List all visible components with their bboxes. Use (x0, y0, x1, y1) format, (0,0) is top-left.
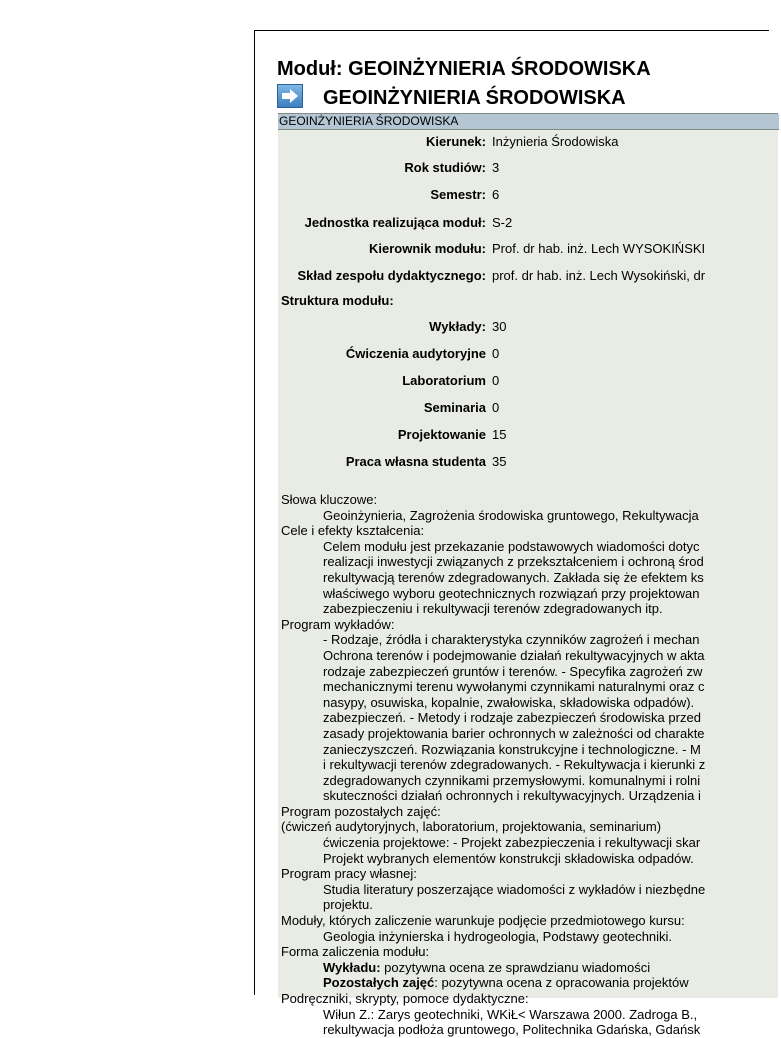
info-label: Kierownik modułu: (369, 241, 486, 256)
desc-line: Projekt wybranych elementów konstrukcji składowiska odpadów. (323, 850, 694, 866)
desc-line: rekultywacją terenów zdegradowanych. Zakłada się że efektem ks (323, 569, 704, 585)
desc-heading: Program pracy własnej: (281, 866, 417, 882)
info-label: Rok studiów: (404, 160, 486, 175)
structure-value: 0 (492, 346, 500, 361)
desc-line: zasady projektowania barier ochronnych w zależności od charakte (323, 725, 705, 741)
structure-label: Ćwiczenia audytoryjne (345, 346, 486, 361)
desc-heading: Słowa kluczowe: (281, 492, 378, 507)
structure-value: 30 (492, 319, 507, 334)
desc-line: ćwiczenia projektowe: - Projekt zabezpieczenia i rekultywacji skar (323, 835, 701, 851)
module-description (281, 492, 781, 1038)
structure-label: Laboratorium (402, 373, 486, 388)
desc-heading: Program pozostałych zajęć: (281, 803, 441, 819)
arrow-right-icon[interactable] (277, 84, 303, 108)
desc-line: Ochrona terenów i podejmowanie działań rekultywacyjnych w akta (323, 647, 705, 663)
desc-line (281, 960, 781, 976)
desc-line: nasypy, osuwiska, kopalnie, zwałowiska, składowiska odpadów). (323, 694, 695, 710)
desc-line: skuteczności działań ochronnych i rekultywacyjnych. Urządzenia i (323, 788, 701, 804)
desc-line: mechanicznymi terenu wywołanymi czynnikami naturalnymi oraz c (323, 679, 705, 695)
desc-line: Geologia inżynierska i hydrogeologia, Podstawy geotechniki. (323, 928, 673, 944)
structure-value: 15 (492, 427, 507, 442)
structure-label: Wykłady: (429, 319, 486, 334)
desc-heading: (ćwiczeń audytoryjnych, laboratorium, projektowania, seminarium) (281, 819, 662, 835)
desc-line: i rekultywacji terenów zdegradowanych. - Rekultywacja i kierunki z (323, 757, 706, 773)
desc-line: Geoinżynieria, Zagrożenia środowiska gruntowego, Rekultywacja (323, 507, 699, 523)
info-label: Skład zespołu dydaktycznego: (297, 268, 486, 283)
info-value: prof. dr hab. inż. Lech Wysokiński, dr (492, 268, 706, 283)
desc-heading: Cele i efekty kształcenia: (281, 523, 425, 539)
desc-line: zabezpieczeń. - Metody i rodzaje zabezpieczeń środowiska przed (323, 710, 701, 726)
structure-value: 35 (492, 454, 507, 469)
module-heading: GEOINŻYNIERIA ŚRODOWISKA (323, 87, 626, 109)
desc-heading: Podręczniki, skrypty, pomoce dydaktyczne: (281, 991, 529, 1006)
panel-header: GEOINŻYNIERIA ŚRODOWISKA (278, 114, 779, 130)
info-label: Jednostka realizująca moduł: (304, 215, 486, 230)
info-value: Prof. dr hab. inż. Lech WYSOKIŃSKI (492, 241, 706, 256)
desc-line: rodzaje zabezpieczeń gruntów i terenów. - Specyfika zagrożeń zw (323, 663, 703, 679)
info-value: 3 (492, 160, 500, 175)
desc-line: właściwego wyboru geotechnicznych rozwiązań przy projektowan (323, 585, 700, 601)
desc-text: pozytywna ocena ze sprawdzianu wiadomości (380, 959, 651, 975)
structure-value: 0 (492, 373, 500, 388)
desc-line: Studia literatury poszerzające wiadomości z wykładów i niezbędne (323, 881, 706, 897)
desc-line: zdegradowanych czynnikami przemysłowymi. komunalnymi i rolni (323, 772, 701, 788)
desc-line: projektu. (323, 897, 373, 913)
info-value: Inżynieria Środowiska (492, 134, 619, 149)
desc-bold: Pozostałych zajęć (323, 975, 435, 991)
info-value: 6 (492, 187, 500, 202)
desc-bold: Wykładu: (323, 959, 381, 975)
desc-heading: Forma zaliczenia modułu: (281, 944, 430, 960)
desc-line: zanieczyszczeń. Rozwiązania konstrukcyjne i technologiczne. - M (323, 741, 701, 757)
structure-value: 0 (492, 400, 500, 415)
info-value: S-2 (492, 215, 513, 230)
desc-heading: Moduły, których zaliczenie warunkuje podjęcie przedmiotowego kursu: (281, 913, 685, 929)
structure-label: Projektowanie (397, 427, 486, 442)
info-label: Semestr: (430, 187, 486, 202)
module-panel (278, 113, 778, 1038)
desc-line: - Rodzaje, źródła i charakterystyka czynników zagrożeń i mechan (323, 632, 700, 648)
desc-line: zabezpieczeniu i rekultywacji terenów zdegradowanych itp. (323, 601, 663, 617)
info-label: Kierunek: (426, 134, 486, 149)
desc-text: : pozytywna ocena z opracowania projektów (434, 975, 689, 991)
desc-line: Celem modułu jest przekazanie podstawowych wiadomości dotyc (323, 538, 700, 554)
desc-heading: Program wykładów: (281, 616, 395, 632)
structure-heading: Struktura modułu: (281, 293, 394, 308)
desc-line: realizacji inwestycji związanych z przekształceniem i ochroną środ (323, 554, 704, 570)
desc-line: rekultywacja podłoża gruntowego, Politechnika Gdańska, Gdańsk (323, 1022, 701, 1038)
desc-line (281, 975, 781, 991)
desc-line: Wiłun Z.: Zarys geotechniki, WKiŁ< Warszawa 2000. Zadroga B., (323, 1006, 698, 1022)
structure-label: Praca własna studenta (345, 454, 486, 469)
document-page (254, 30, 769, 1038)
structure-label: Seminaria (423, 400, 486, 415)
page-title: Moduł: GEOINŻYNIERIA ŚRODOWISKA (277, 58, 651, 80)
